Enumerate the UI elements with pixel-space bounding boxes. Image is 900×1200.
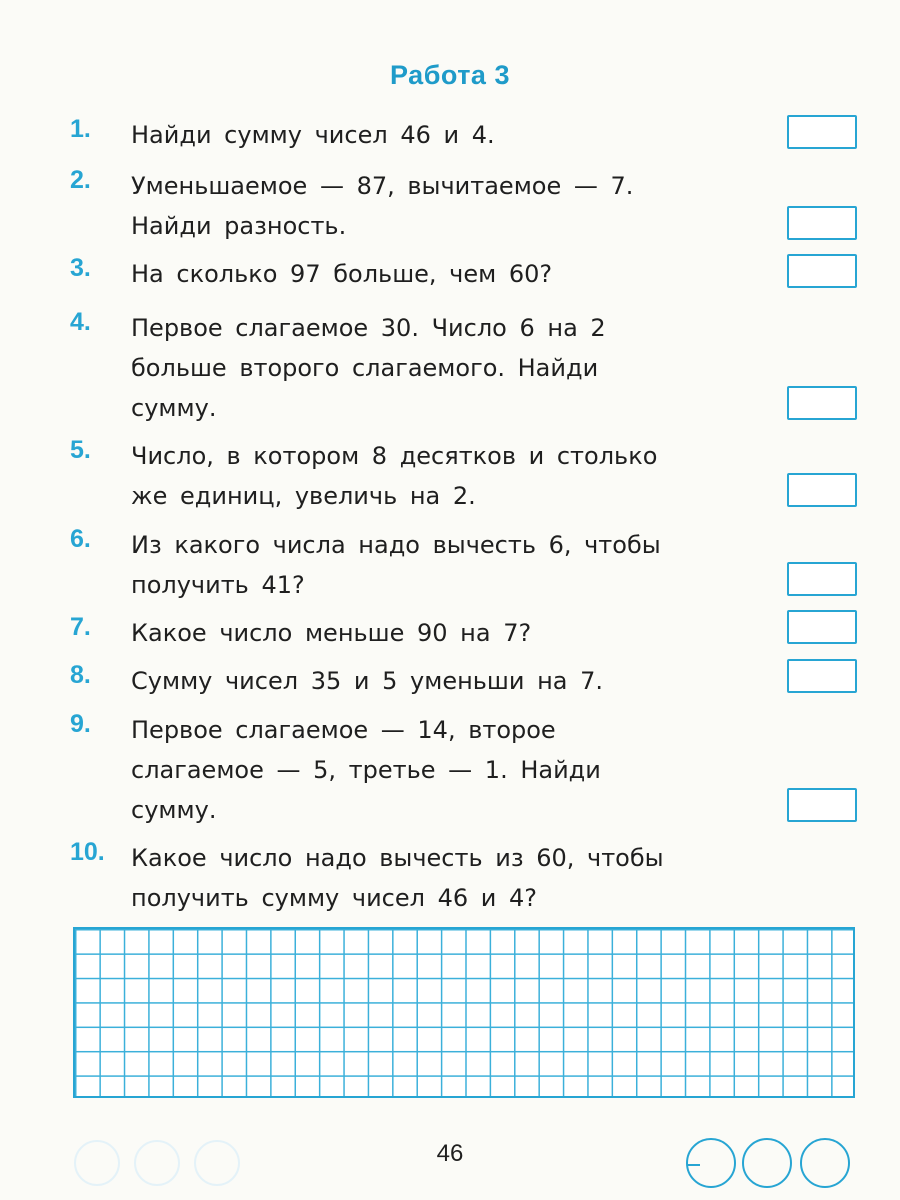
- task-text-line: получить сумму чисел 46 и 4?: [131, 884, 537, 912]
- answer-box-6[interactable]: [787, 562, 857, 596]
- task-text-line: Сумму чисел 35 и 5 уменьши на 7.: [131, 667, 604, 695]
- task-text-line: сумму.: [131, 394, 217, 422]
- task-number: 4.: [70, 308, 91, 336]
- solution-grid[interactable]: [73, 927, 855, 1098]
- task-text-line: На сколько 97 больше, чем 60?: [131, 260, 553, 288]
- answer-box-3[interactable]: [787, 254, 857, 288]
- task-text-line: Найди разность.: [131, 212, 347, 240]
- task-number: 7.: [70, 613, 91, 641]
- task-text-line: сумму.: [131, 796, 217, 824]
- answer-box-7[interactable]: [787, 610, 857, 644]
- task-text-line: Какое число меньше 90 на 7?: [131, 619, 532, 647]
- task-text-line: Первое слагаемое — 14, второе: [131, 716, 556, 744]
- task-number: 9.: [70, 710, 91, 738]
- answer-box-2[interactable]: [787, 206, 857, 240]
- page-title: Работа 3: [390, 60, 510, 90]
- task-text-line: Уменьшаемое — 87, вычитаемое — 7.: [131, 172, 634, 200]
- answer-box-5[interactable]: [787, 473, 857, 507]
- task-number: 5.: [70, 436, 91, 464]
- task-text-line: Из какого числа надо вычесть 6, чтобы: [131, 531, 661, 559]
- answer-box-1[interactable]: [787, 115, 857, 149]
- task-text-line: же единиц, увеличь на 2.: [131, 482, 476, 510]
- answer-box-8[interactable]: [787, 659, 857, 693]
- task-number: 6.: [70, 525, 91, 553]
- task-text-line: больше второго слагаемого. Найди: [131, 354, 599, 382]
- task-text-line: Какое число надо вычесть из 60, чтобы: [131, 844, 664, 872]
- task-number: 1.: [70, 115, 91, 143]
- answer-box-4[interactable]: [787, 386, 857, 420]
- task-number: 8.: [70, 661, 91, 689]
- grade-circle-1[interactable]: [686, 1138, 736, 1188]
- task-text-line: Первое слагаемое 30. Число 6 на 2: [131, 314, 606, 342]
- task-text-line: Число, в котором 8 десятков и столько: [131, 442, 658, 470]
- task-text-line: получить 41?: [131, 571, 305, 599]
- task-number: 2.: [70, 166, 91, 194]
- task-number: 10.: [70, 838, 105, 866]
- grade-circle-3[interactable]: [800, 1138, 850, 1188]
- task-text-line: Найди сумму чисел 46 и 4.: [131, 121, 495, 149]
- grade-circle-2[interactable]: [742, 1138, 792, 1188]
- page-number: 46: [436, 1140, 464, 1167]
- task-text-line: слагаемое — 5, третье — 1. Найди: [131, 756, 601, 784]
- task-number: 3.: [70, 254, 91, 282]
- answer-box-9[interactable]: [787, 788, 857, 822]
